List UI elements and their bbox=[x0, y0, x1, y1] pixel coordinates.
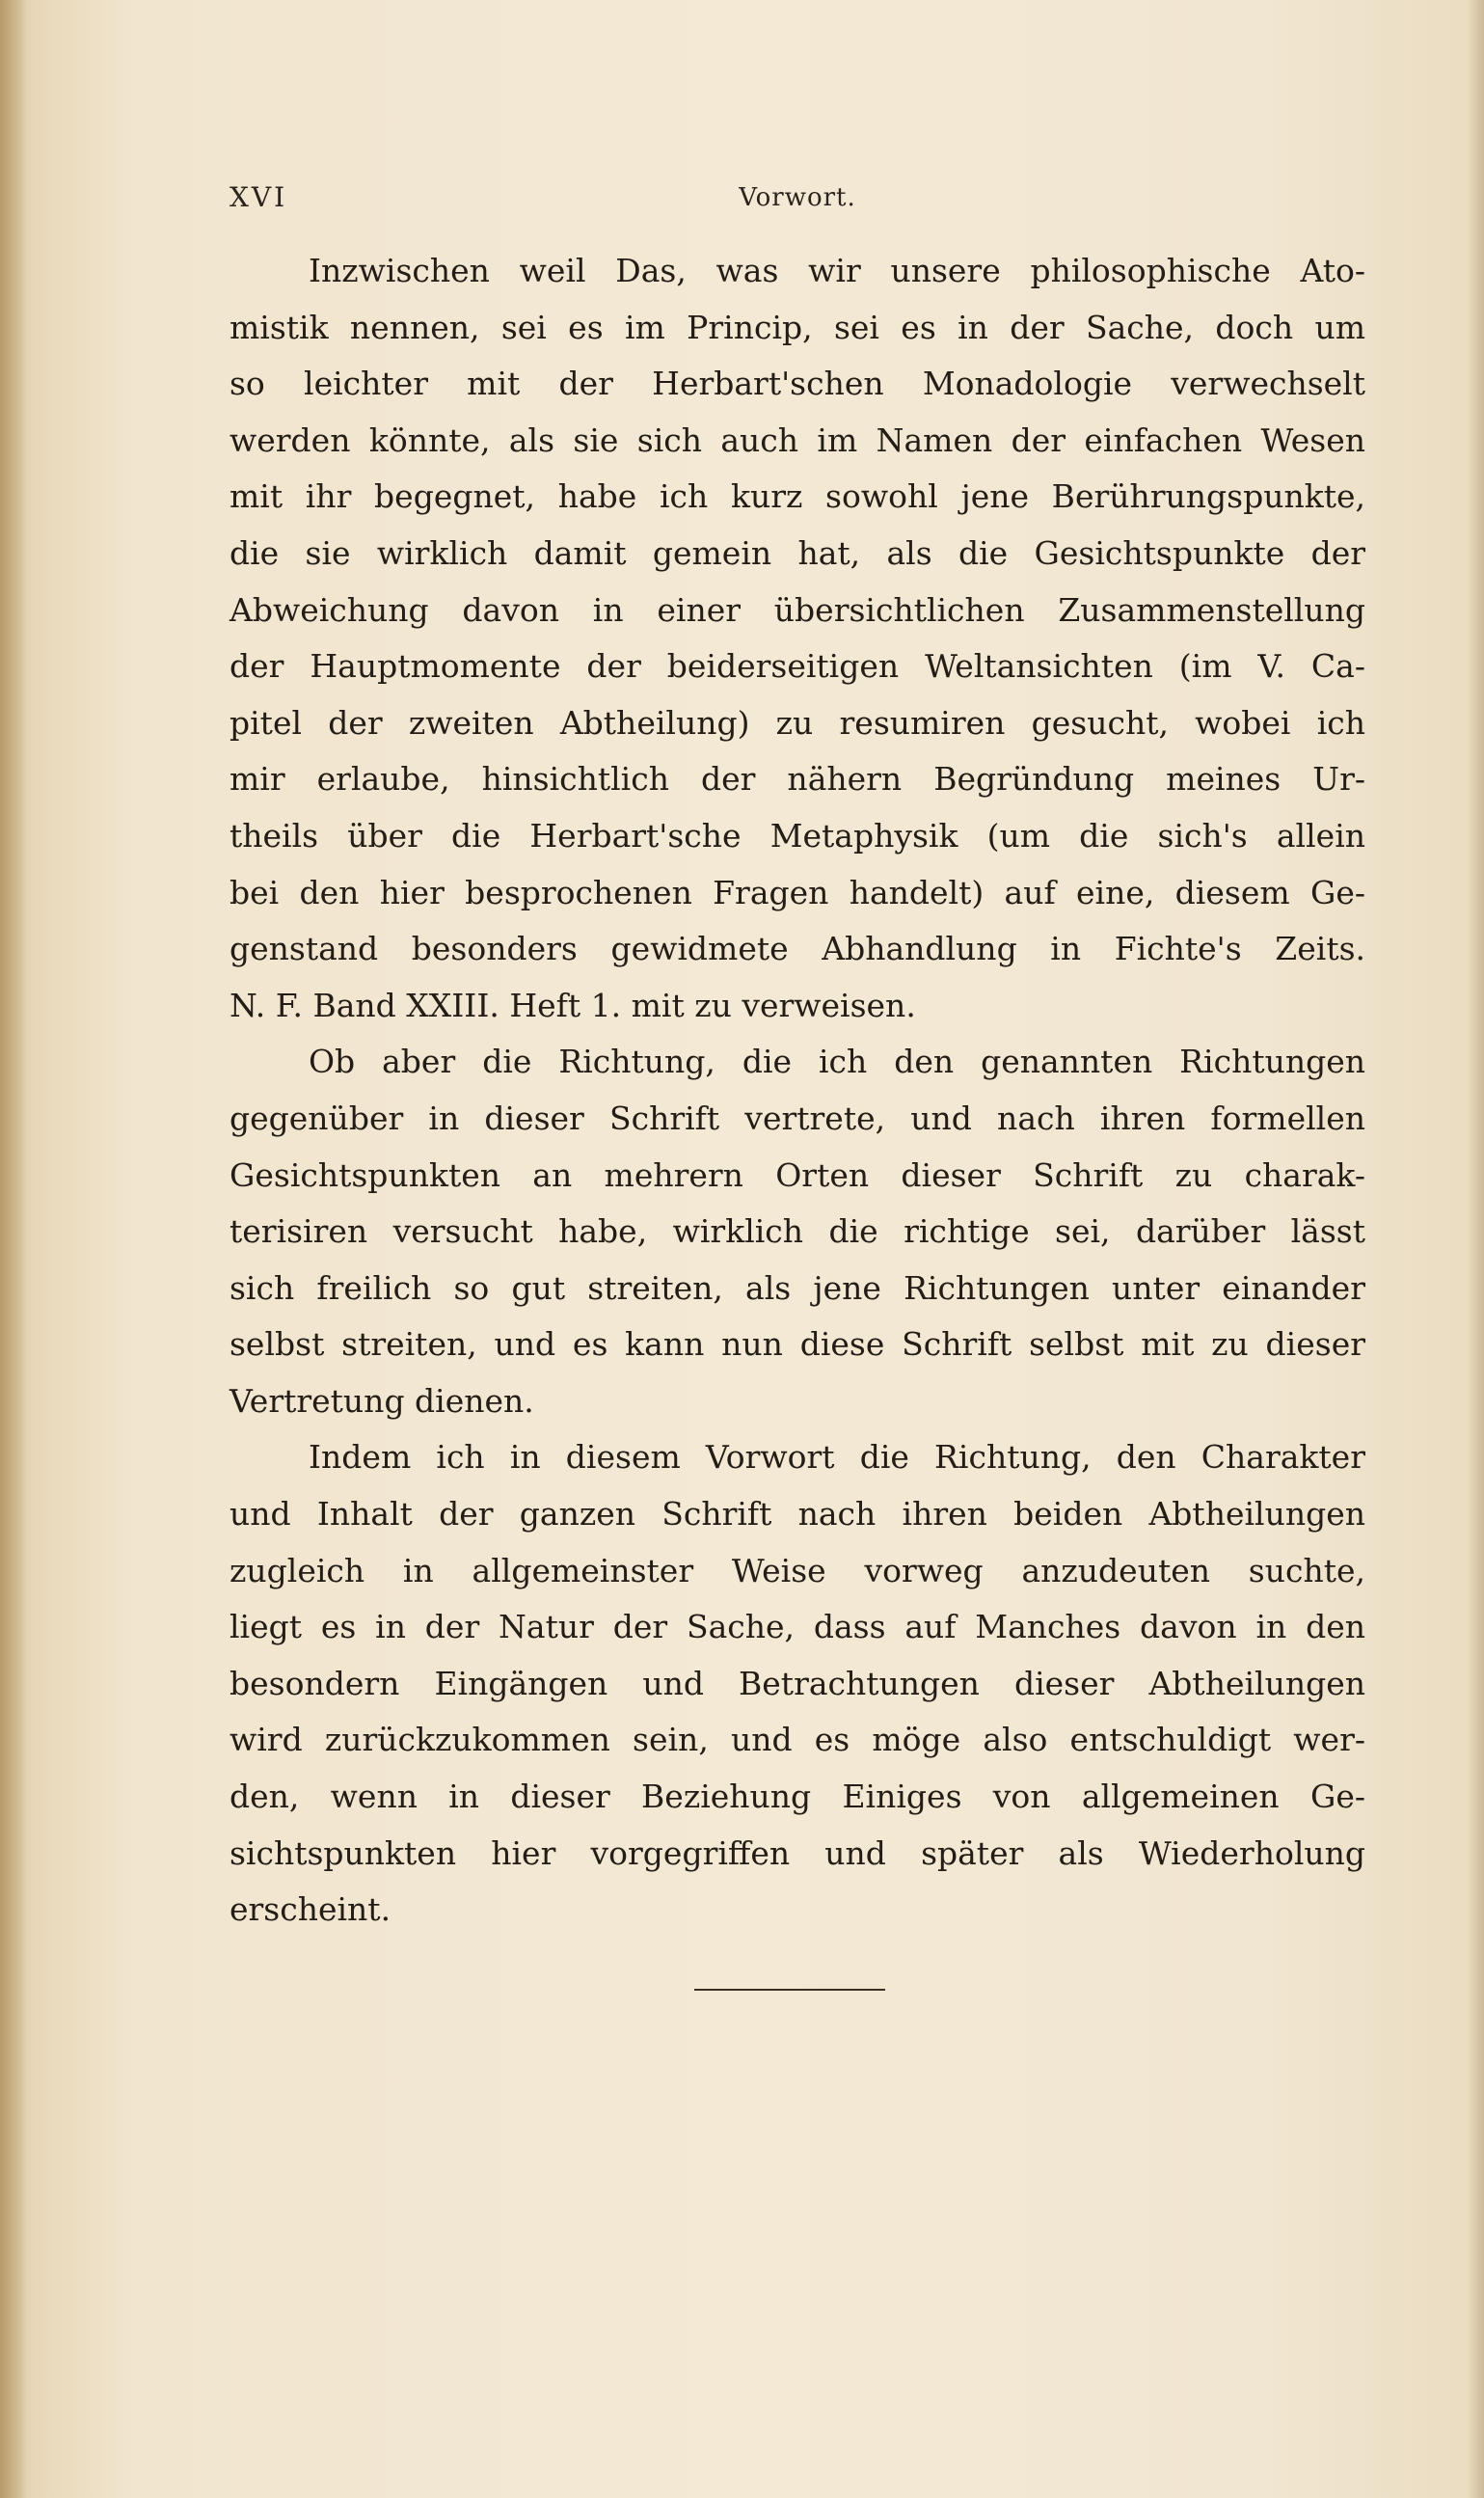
section-divider bbox=[694, 1989, 885, 1991]
text-line: Indem ich in diesem Vorwort die Richtung, den Charakter bbox=[309, 1438, 1365, 1477]
text-line: Inzwischen weil Das, was wir unsere philosophische Ato- bbox=[309, 252, 1365, 289]
text-line: bei den hier besprochenen Fragen handelt) auf eine, diesem Ge- bbox=[229, 873, 1365, 911]
text-line: so leichter mit der Herbart'schen Monadologie verwechselt bbox=[229, 365, 1365, 403]
paragraph bbox=[229, 243, 1365, 1034]
text-line: den, wenn in dieser Beziehung Einiges von allgemeinen Ge- bbox=[229, 1778, 1365, 1816]
text-line: selbst streiten, und es kann nun diese Schrift selbst mit zu dieser bbox=[229, 1325, 1365, 1364]
text-line: Ob aber die Richtung, die ich den genannten Richtungen bbox=[309, 1043, 1365, 1081]
text-line: werden könnte, als sie sich auch im Namen der einfachen Wesen bbox=[229, 421, 1365, 459]
text-line: Abweichung davon in einer übersichtlichen Zusammenstellung bbox=[229, 590, 1365, 629]
page-number: XVI bbox=[229, 181, 288, 213]
text-line: mit ihr begegnet, habe ich kurz sowohl jene Berührungspunkte, bbox=[229, 477, 1365, 516]
body-text bbox=[229, 243, 1365, 1939]
text-line: pitel der zweiten Abtheilung) zu resumiren gesucht, wobei ich bbox=[229, 703, 1365, 742]
text-line: N. F. Band XXIII. Heft 1. mit zu verweisen. bbox=[229, 986, 916, 1024]
text-line: mir erlaube, hinsichtlich der nähern Begründung meines Ur- bbox=[229, 760, 1365, 799]
text-line: und Inhalt der ganzen Schrift nach ihren beiden Abtheilungen bbox=[229, 1495, 1365, 1534]
page-header bbox=[229, 181, 1365, 220]
text-line: wird zurückzukommen sein, und es möge also entschuldigt wer- bbox=[229, 1721, 1365, 1759]
text-line: der Hauptmomente der beiderseitigen Weltansichten (im V. Ca- bbox=[229, 647, 1365, 686]
text-line: die sie wirklich damit gemein hat, als die Gesichtspunkte der bbox=[229, 533, 1365, 572]
paragraph bbox=[229, 1429, 1365, 1938]
text-line: erscheint. bbox=[229, 1890, 391, 1929]
text-line: gegenüber in dieser Schrift vertrete, und nach ihren formellen bbox=[229, 1099, 1365, 1137]
running-head: Vorwort. bbox=[739, 183, 856, 212]
text-line: theils über die Herbart'sche Metaphysik (um die sich's allein bbox=[229, 816, 1365, 855]
text-line: sichtspunkten hier vorgegriffen und später als Wiederholung bbox=[229, 1833, 1365, 1872]
text-line: besondern Eingängen und Betrachtungen dieser Abtheilungen bbox=[229, 1664, 1365, 1702]
text-line: Vertretung dienen. bbox=[229, 1381, 534, 1420]
text-line: liegt es in der Natur der Sache, dass auf Manches davon in den bbox=[229, 1608, 1365, 1646]
text-line: sich freilich so gut streiten, als jene Richtungen unter einander bbox=[229, 1268, 1365, 1307]
text-line: mistik nennen, sei es im Princip, sei es in der Sache, doch um bbox=[229, 308, 1365, 346]
text-line: terisiren versucht habe, wirklich die richtige sei, darüber lässt bbox=[229, 1212, 1365, 1251]
text-line: genstand besonders gewidmete Abhandlung in Fichte's Zeits. bbox=[229, 930, 1365, 968]
paragraph bbox=[229, 1034, 1365, 1429]
text-line: Gesichtspunkten an mehrern Orten dieser Schrift zu charak- bbox=[229, 1155, 1365, 1194]
text-line: zugleich in allgemeinster Weise vorweg anzudeuten suchte, bbox=[229, 1551, 1365, 1589]
